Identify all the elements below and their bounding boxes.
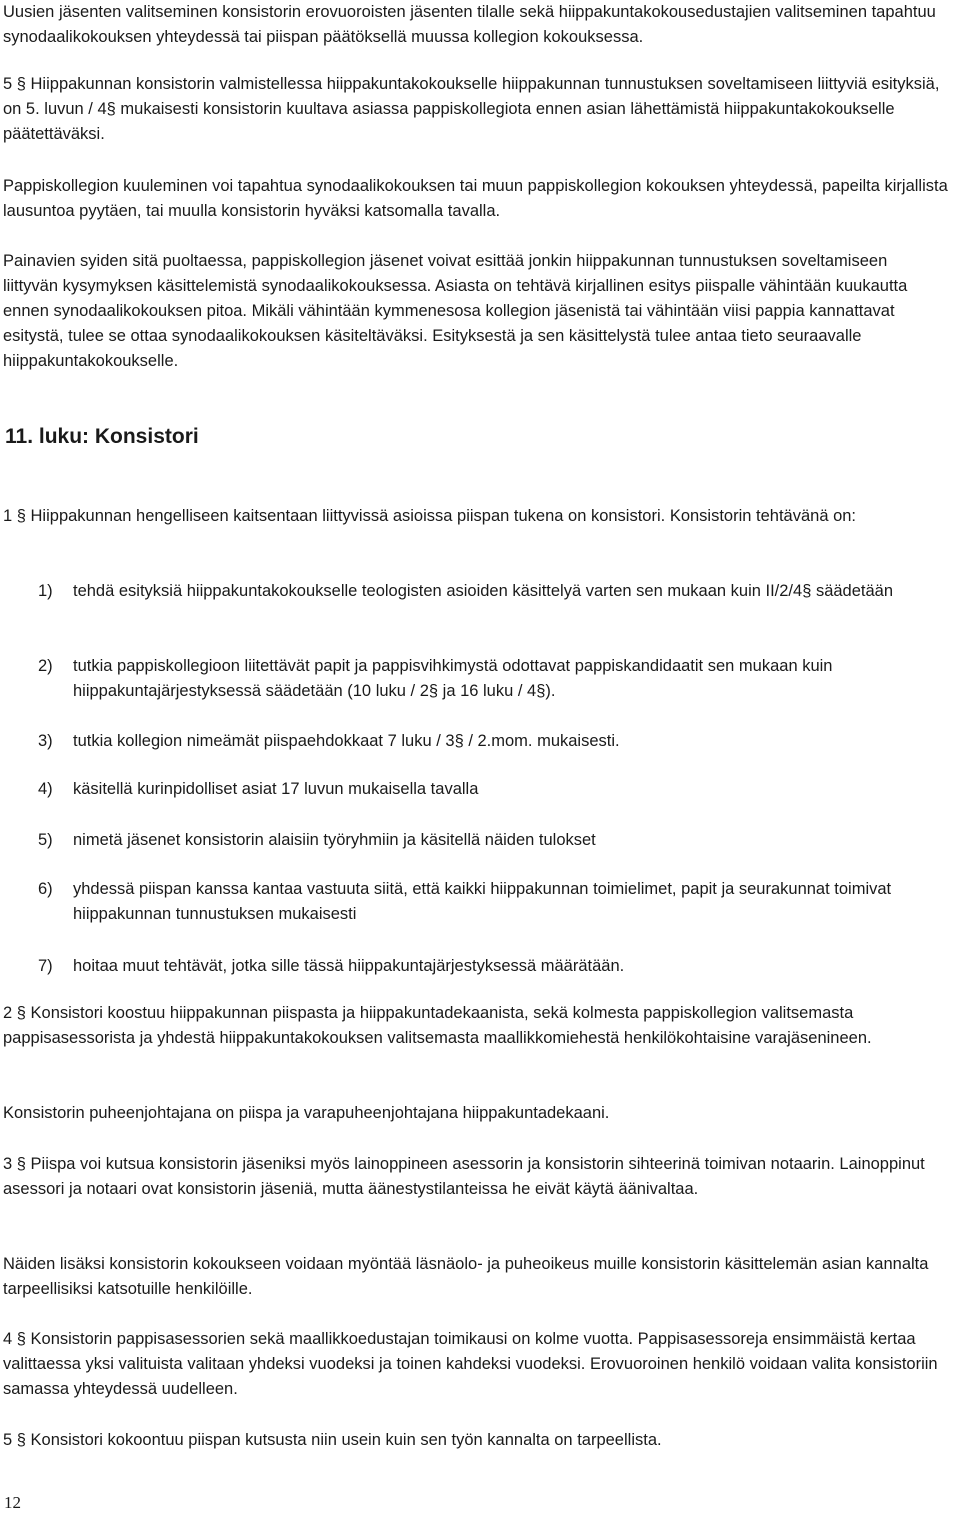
list-item xyxy=(3,777,955,802)
paragraph-section-2: 2 § Konsistori koostuu hiippakunnan piispasta ja hiippakuntadekaanista, sekä kolmesta pappiskollegion valitsemasta pappisasessorista ja yhdestä hiippakuntakokouksen valitsemasta maallikkomiehestä henkilökohtaisine varajäsenineen. xyxy=(3,1004,872,1047)
paragraph-section-5: 5 § Hiippakunnan konsistorin valmistellessa hiippakuntakokoukselle hiippakunnan tunnustuksen soveltamiseen liittyviä esityksiä, on 5. luvun / 4§ mukaisesti konsistorin kuultava asiassa pappiskollegiota ennen asian lähettämistä hiippakuntakokoukselle päätettäväksi. xyxy=(3,75,940,143)
list-text: tutkia pappiskollegioon liitettävät papit ja pappisvihkimystä odottavat pappiskandidaatit sen mukaan kuin hiippakuntajärjestyksessä säädetään (10 luku / 2§ ja 16 luku / 4§). xyxy=(73,657,833,700)
paragraph-section-5-meetings: 5 § Konsistori kokoontuu piispan kutsusta niin usein kuin sen työn kannalta on tarpeellista. xyxy=(3,1431,662,1449)
list-item xyxy=(3,579,955,604)
paragraph-hearing: Pappiskollegion kuuleminen voi tapahtua synodaalikokouksen tai muun pappiskollegion kokouksen yhteydessä, papeilta kirjallista lausuntoa pyytäen, tai muulla konsistorin hyväksi katsomalla tavalla. xyxy=(3,177,948,220)
list-text: hoitaa muut tehtävät, jotka sille tässä hiippakuntajärjestyksessä määrätään. xyxy=(73,957,625,975)
page-number: 12 xyxy=(4,1493,21,1512)
list-item xyxy=(3,828,955,853)
list-number: 7) xyxy=(38,957,53,975)
list-number: 6) xyxy=(38,880,53,898)
list-text: tutkia kollegion nimeämät piispaehdokkaat 7 luku / 3§ / 2.mom. mukaisesti. xyxy=(73,732,620,750)
paragraph-additional-attendees: Näiden lisäksi konsistorin kokoukseen voidaan myöntää läsnäolo- ja puheoikeus muille konsistorin käsittelemän asian kannalta tarpeellisiksi katsotuille henkilöille. xyxy=(3,1255,929,1298)
paragraph-chair: Konsistorin puheenjohtajana on piispa ja varapuheenjohtajana hiippakuntadekaani. xyxy=(3,1104,610,1122)
list-item xyxy=(3,954,955,979)
paragraph-weighty-reasons: Painavien syiden sitä puoltaessa, pappiskollegion jäsenet voivat esittää jonkin hiippakunnan tunnustuksen soveltamiseen liittyvän kysymyksen käsittelemistä synodaalikokouksessa. Asiasta on tehtävä kirjallinen esitys piispalle vähintään kuukautta ennen synodaalikokouksen pitoa. Mikäli vähintään kymmenesosa kollegion jäsenistä tai vähintään viisi pappia kannattavat esitystä, tulee se ottaa synodaalikokouksen käsiteltäväksi. Esityksestä ja sen käsittelystä tulee antaa tieto seuraavalle hiippakuntakokoukselle. xyxy=(3,252,908,370)
list-number: 2) xyxy=(38,657,53,675)
chapter-heading: 11. luku: Konsistori xyxy=(5,425,199,448)
paragraph-election: Uusien jäsenten valitseminen konsistorin erovuoroisten jäsenten tilalle sekä hiippakuntakokousedustajien valitseminen tapahtuu synodaalikokouksen yhteydessä tai piispan päätöksellä muussa kollegion kokouksessa. xyxy=(3,3,936,46)
list-number: 4) xyxy=(38,780,53,798)
list-item xyxy=(3,654,955,704)
paragraph-section-1-intro: 1 § Hiippakunnan hengelliseen kaitsentaan liittyvissä asioissa piispan tukena on konsistori. Konsistorin tehtävänä on: xyxy=(3,507,857,525)
paragraph-section-4: 4 § Konsistorin pappisasessorien sekä maallikkoedustajan toimikausi on kolme vuotta. Pappisasessoreja ensimmäistä kertaa valittaessa yksi valituista valitaan yhdeksi vuodeksi ja toinen kahdeksi vuodeksi. Erovuoroinen henkilö voidaan valita konsistoriin samassa yhteydessä uudelleen. xyxy=(3,1330,938,1398)
list-item xyxy=(3,729,955,754)
list-text: tehdä esityksiä hiippakuntakokoukselle teologisten asioiden käsittelyä varten sen mukaan kuin II/2/4§ säädetään xyxy=(73,582,894,600)
list-text: yhdessä piispan kanssa kantaa vastuuta siitä, että kaikki hiippakunnan toimielimet, papit ja seurakunnat toimivat hiippakunnan tunnustuksen mukaisesti xyxy=(73,880,892,923)
list-item xyxy=(3,877,955,927)
list-number: 3) xyxy=(38,732,53,750)
list-text: nimetä jäsenet konsistorin alaisiin työryhmiin ja käsitellä näiden tulokset xyxy=(73,831,596,849)
list-number: 1) xyxy=(38,582,53,600)
list-number: 5) xyxy=(38,831,53,849)
paragraph-section-3: 3 § Piispa voi kutsua konsistorin jäseniksi myös lainoppineen asessorin ja konsistorin sihteerinä toimivan notaarin. Lainoppinut asessori ja notaari ovat konsistorin jäseniä, mutta äänestystilanteissa he eivät käytä äänivaltaa. xyxy=(3,1155,925,1198)
list-text: käsitellä kurinpidolliset asiat 17 luvun mukaisella tavalla xyxy=(73,780,479,798)
